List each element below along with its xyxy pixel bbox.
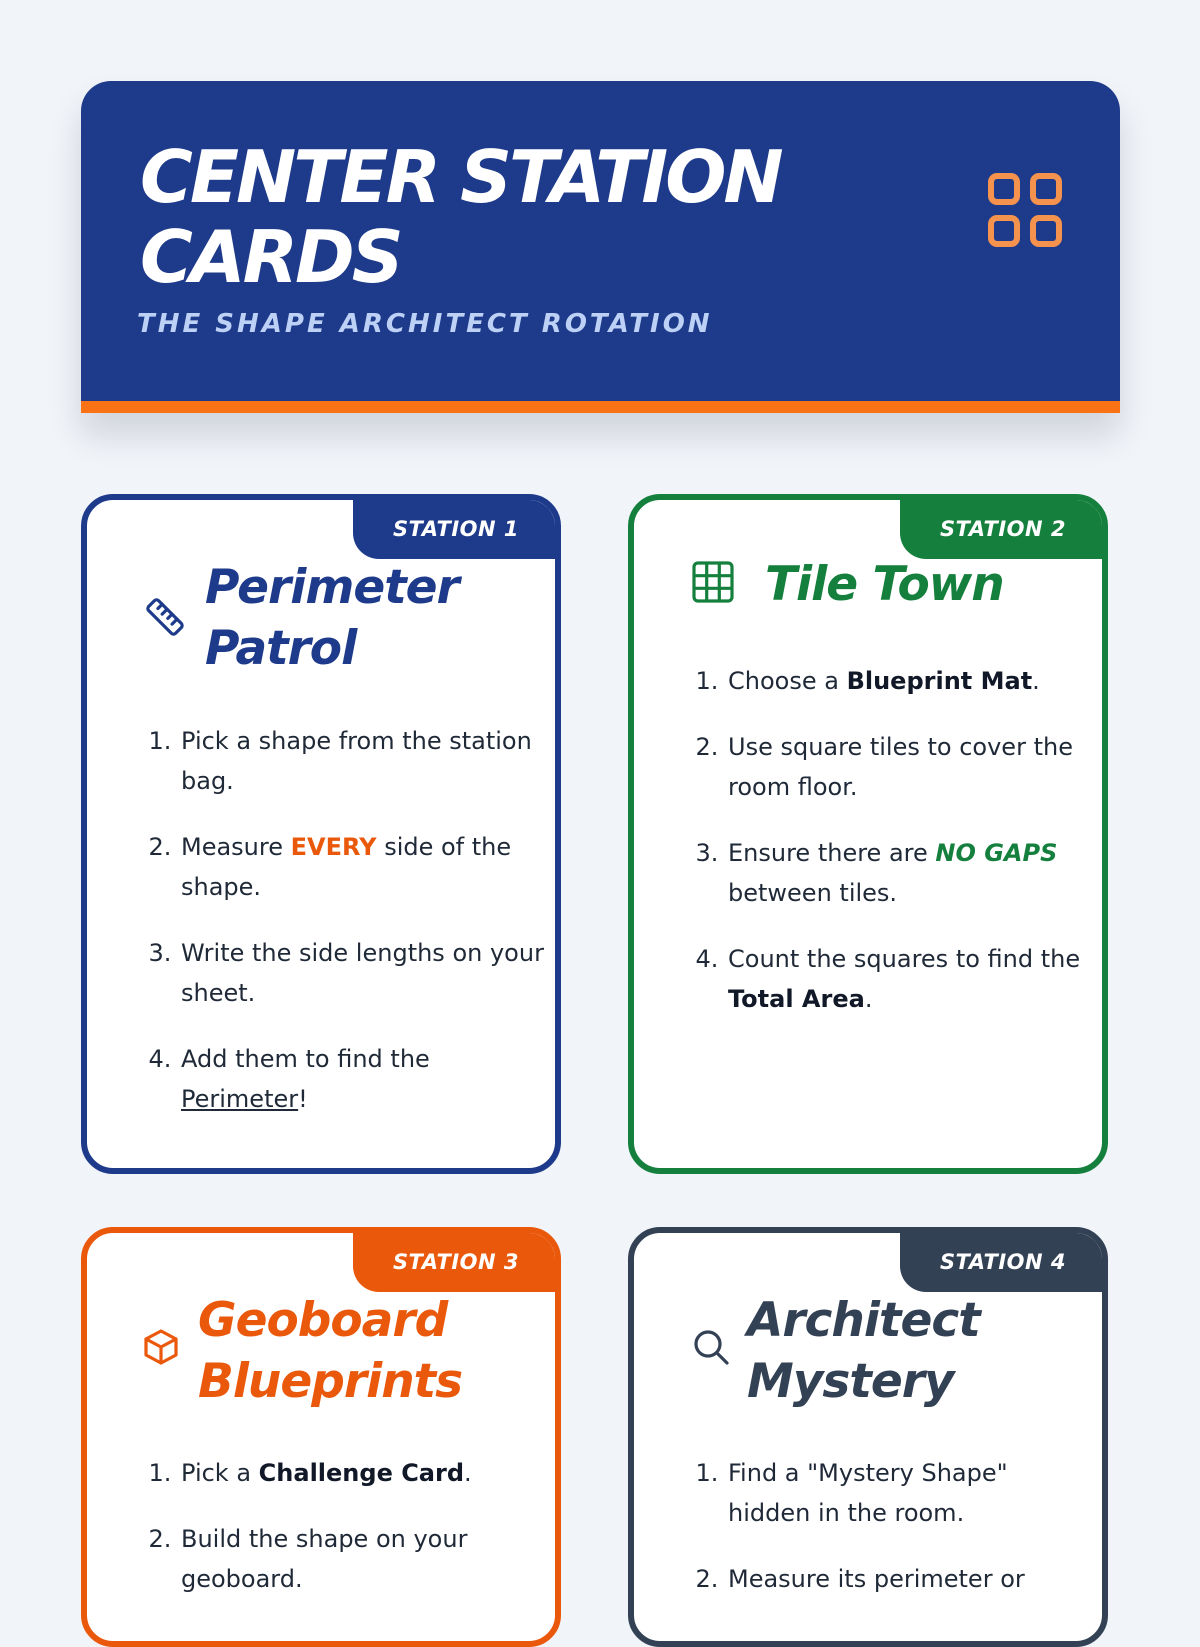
station-steps bbox=[147, 721, 549, 1145]
step-item: 4. Add them to find the Perimeter! bbox=[179, 1039, 549, 1119]
station-steps bbox=[694, 661, 1096, 1045]
step-item: 2. Build the shape on your geoboard. bbox=[179, 1519, 549, 1599]
step-item: 1. Pick a shape from the station bag. bbox=[179, 721, 549, 801]
bold-term: Total Area bbox=[728, 985, 865, 1013]
cube-icon bbox=[139, 1325, 183, 1369]
tile-grid-icon bbox=[691, 560, 735, 604]
station-title: Tile Town bbox=[765, 557, 1004, 612]
station-title: Perimeter Patrol bbox=[205, 560, 459, 676]
step-item: 1. Find a "Mystery Shape" hidden in the room. bbox=[726, 1453, 1096, 1533]
highlight-text: NO GAPS bbox=[935, 839, 1058, 867]
magnifier-icon bbox=[689, 1325, 733, 1369]
underlined-term: Perimeter bbox=[181, 1085, 299, 1113]
station-steps bbox=[147, 1453, 549, 1625]
station-card-3 bbox=[81, 1227, 561, 1647]
station-card-2 bbox=[628, 494, 1108, 1174]
page-title: CENTER STATION CARDS bbox=[140, 135, 781, 299]
header-accent-stripe bbox=[81, 401, 1120, 413]
station-steps bbox=[694, 1453, 1096, 1625]
step-item: 3. Write the side lengths on your sheet. bbox=[179, 933, 549, 1013]
station-badge: STATION 1 bbox=[353, 500, 555, 559]
page-subtitle: THE SHAPE ARCHITECT ROTATION bbox=[137, 309, 713, 339]
station-badge: STATION 4 bbox=[900, 1233, 1102, 1292]
station-card-1 bbox=[81, 494, 561, 1174]
step-item: 2. Measure EVERY side of the shape. bbox=[179, 827, 549, 907]
station-badge: STATION 2 bbox=[900, 500, 1102, 559]
step-item: 2. Measure its perimeter or bbox=[726, 1559, 1096, 1599]
page-header bbox=[81, 81, 1120, 413]
step-item: 3. Ensure there are NO GAPS between tiles. bbox=[726, 833, 1096, 913]
highlight-text: EVERY bbox=[290, 833, 377, 861]
step-item: 1. Pick a Challenge Card. bbox=[179, 1453, 549, 1493]
station-title: Geoboard Blueprints bbox=[198, 1293, 463, 1409]
ruler-icon bbox=[143, 595, 187, 639]
step-item: 4. Count the squares to find the Total Area. bbox=[726, 939, 1096, 1019]
step-item: 1. Choose a Blueprint Mat. bbox=[726, 661, 1096, 701]
bold-term: Challenge Card bbox=[258, 1459, 465, 1487]
station-title: Architect Mystery bbox=[747, 1293, 980, 1409]
step-item: 2. Use square tiles to cover the room floor. bbox=[726, 727, 1096, 807]
grid-four-squares-icon bbox=[985, 170, 1065, 250]
bold-term: Blueprint Mat bbox=[846, 667, 1033, 695]
station-card-4 bbox=[628, 1227, 1108, 1647]
station-badge: STATION 3 bbox=[353, 1233, 555, 1292]
